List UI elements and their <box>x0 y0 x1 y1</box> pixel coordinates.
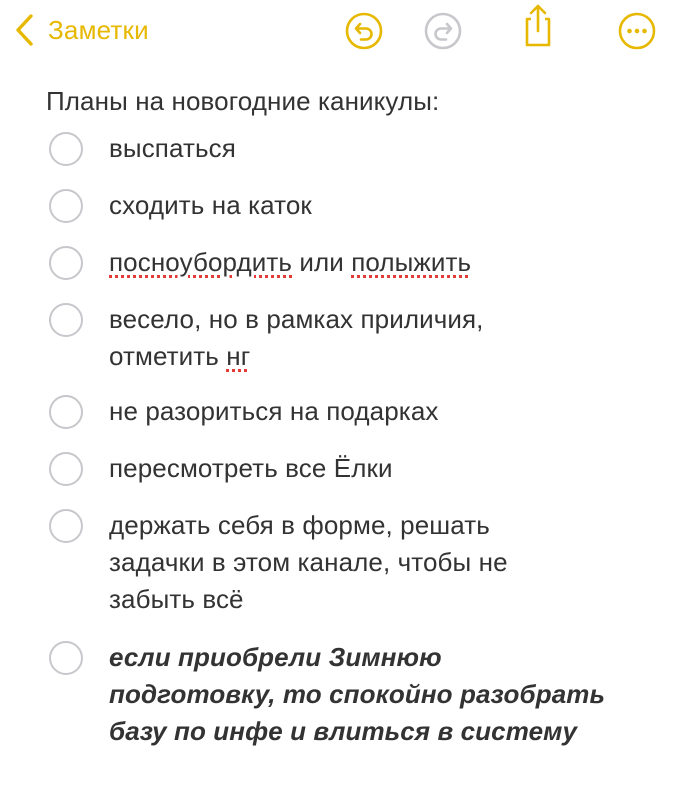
text-line: пересмотреть все Ёлки <box>109 453 393 483</box>
note-heading: Планы на новогодние каникулы: <box>46 86 440 116</box>
checkbox[interactable] <box>49 641 83 675</box>
chevron-left-icon <box>14 13 34 47</box>
text-line: посноубордить или полыжить <box>109 247 472 277</box>
more-button[interactable] <box>616 10 658 52</box>
checklist-item-text[interactable] <box>109 187 649 224</box>
checkbox[interactable] <box>49 395 83 429</box>
share-button[interactable] <box>517 4 559 46</box>
text-line: выспаться <box>109 133 236 163</box>
misspelled-word: посноубордить <box>109 247 293 277</box>
checklist-item-text[interactable] <box>109 393 649 430</box>
note-body[interactable] <box>46 84 646 118</box>
checkbox[interactable] <box>49 509 83 543</box>
redo-button[interactable] <box>422 10 464 52</box>
checkbox[interactable] <box>49 303 83 337</box>
text-line: весело, но в рамках приличия, <box>109 304 484 334</box>
misspelled-word: полыжить <box>351 247 472 277</box>
text-line: отметить нг <box>109 341 251 371</box>
checkbox[interactable] <box>49 246 83 280</box>
text-line: задачки в этом канале, чтобы не <box>109 547 508 577</box>
checklist-item-text[interactable] <box>109 639 649 750</box>
checklist-item-text[interactable] <box>109 507 649 618</box>
redo-icon <box>423 11 463 51</box>
checkbox[interactable] <box>49 132 83 166</box>
text-line: забыть всё <box>109 584 244 614</box>
checklist-item-text[interactable] <box>109 450 649 487</box>
undo-icon <box>344 11 384 51</box>
checklist-item-text[interactable] <box>109 301 649 375</box>
misspelled-word: нг <box>226 341 251 371</box>
text-line: сходить на каток <box>109 190 312 220</box>
top-navigation-bar <box>0 0 689 62</box>
checkbox[interactable] <box>49 189 83 223</box>
checklist-item-text[interactable] <box>109 130 649 167</box>
undo-button[interactable] <box>343 10 385 52</box>
share-icon <box>518 2 558 48</box>
checkbox[interactable] <box>49 452 83 486</box>
text-line: если приобрели Зимнюю <box>109 642 442 672</box>
text-line: держать себя в форме, решать <box>109 510 490 540</box>
more-icon <box>617 11 657 51</box>
back-label: Заметки <box>48 15 149 45</box>
text-line: не разориться на подарках <box>109 396 439 426</box>
text-line: базу по инфе и влиться в систему <box>109 716 578 746</box>
back-button[interactable] <box>14 10 149 50</box>
checklist-item-text[interactable] <box>109 244 649 281</box>
text-line: подготовку, то спокойно разобрать <box>109 679 606 709</box>
